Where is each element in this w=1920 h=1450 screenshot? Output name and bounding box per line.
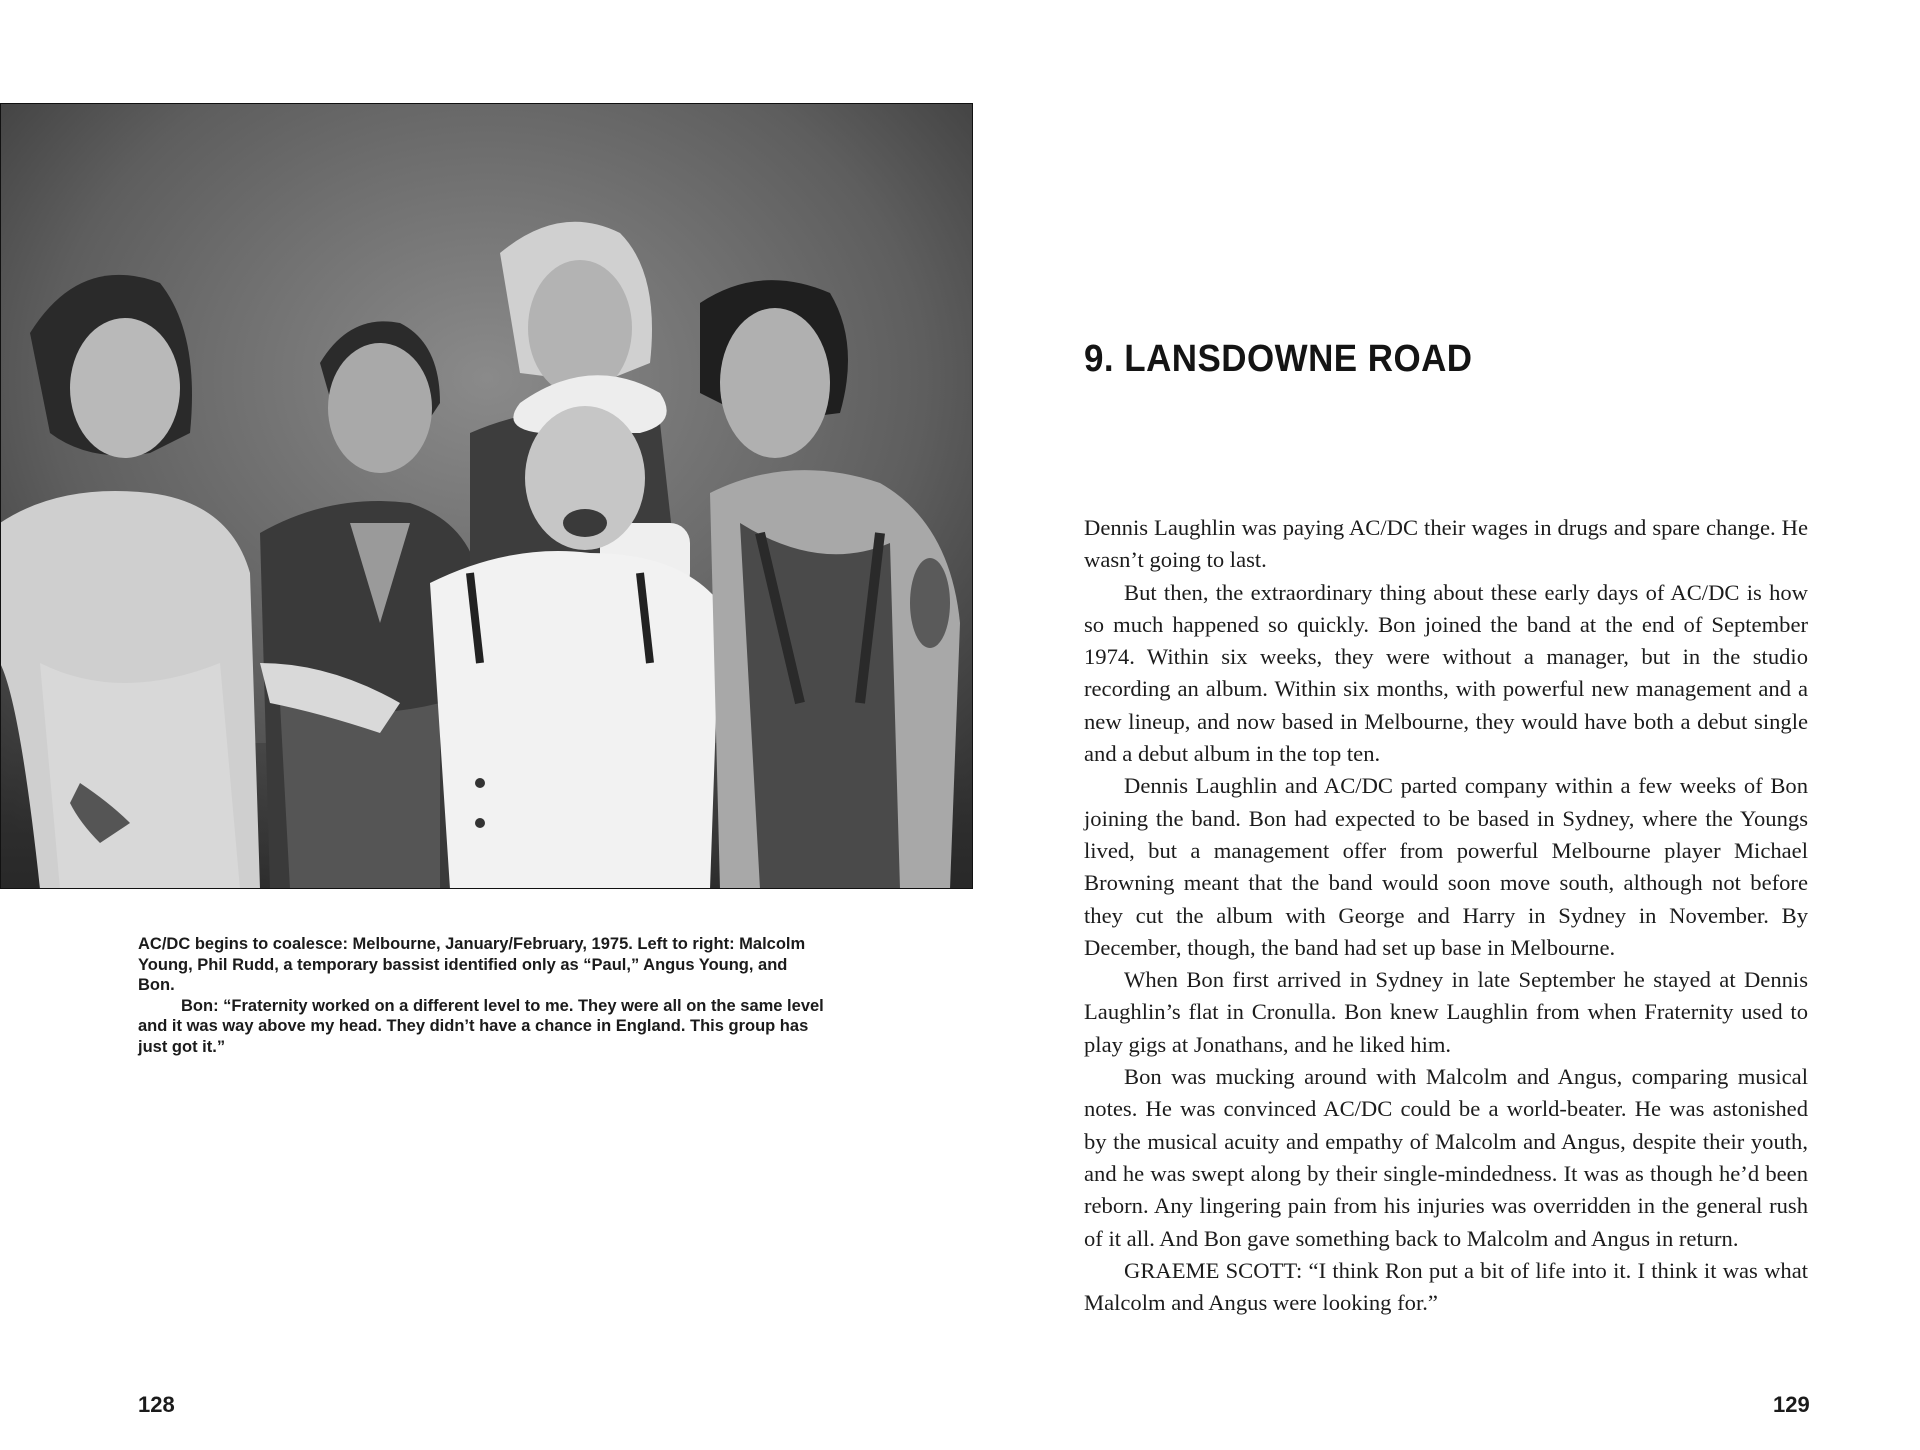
page-number-left: 128: [138, 1392, 175, 1417]
body-paragraph: Dennis Laughlin was paying AC/DC their wages in drugs and spare change. He wasn’t going to last.: [1084, 515, 1808, 573]
caption-quote: Bon: “Fraternity worked on a different level to me. They were all on the same level and it was way above my head. They didn’t have a chance in England. This group has just got it.”: [138, 996, 824, 1056]
body-paragraph: But then, the extraordinary thing about these early days of AC/DC is how so much happened so quickly. Bon joined the band at the end of September 1974. Within six weeks, they were without a manager, but in the studio recording an album. Within six months, with powerful new management and a new lineup, and now based in Melbourne, they would have both a debut single and a debut album in the top ten.: [1084, 579, 1808, 767]
body-paragraph: Dennis Laughlin and AC/DC parted company within a few weeks of Bon joining the band. Bon had expected to be based in Sydney, where the Youngs lived, but a management offer from powerful Melbourne player Michael Browning meant that the band would soon move south, although not before they cut the album with George and Harry in Sydney in November. By December, though, the band had set up base in Melbourne.: [1084, 773, 1808, 960]
body-paragraph: GRAEME SCOTT: “I think Ron put a bit of life into it. I think it was what Malcolm and Angus were looking for.”: [1084, 1257, 1808, 1316]
band-photo: [0, 103, 973, 889]
caption-text: AC/DC begins to coalesce: Melbourne, January/February, 1975. Left to right: Malcolm Young, Phil Rudd, a temporary bassist identified only as “Paul,” Angus Young, and Bon.: [138, 935, 806, 994]
band-photo-icon: [0, 103, 973, 889]
chapter-body: [1084, 512, 1808, 1319]
body-paragraph: When Bon first arrived in Sydney in late September he stayed at Dennis Laughlin’s flat in Cronulla. Bon knew Laughlin from when Fraternity used to play gigs at Jonathans, and he liked him.: [1084, 967, 1808, 1057]
chapter-title: 9. LANSDOWNE ROAD: [1084, 338, 1473, 380]
body-paragraph: Bon was mucking around with Malcolm and Angus, comparing musical notes. He was convinced AC/DC could be a world-beater. He was astonished by the musical acuity and empathy of Malcolm and Angus, despite their youth, and he was swept along by their single-mindedness. It was as though he’d been reborn. Any lingering pain from his injuries was overridden in the general rush of it all. And Bon gave something back to Malcolm and Angus in return.: [1084, 1064, 1808, 1251]
photo-caption: [138, 934, 828, 1057]
page-number-right: 129: [1773, 1392, 1810, 1417]
